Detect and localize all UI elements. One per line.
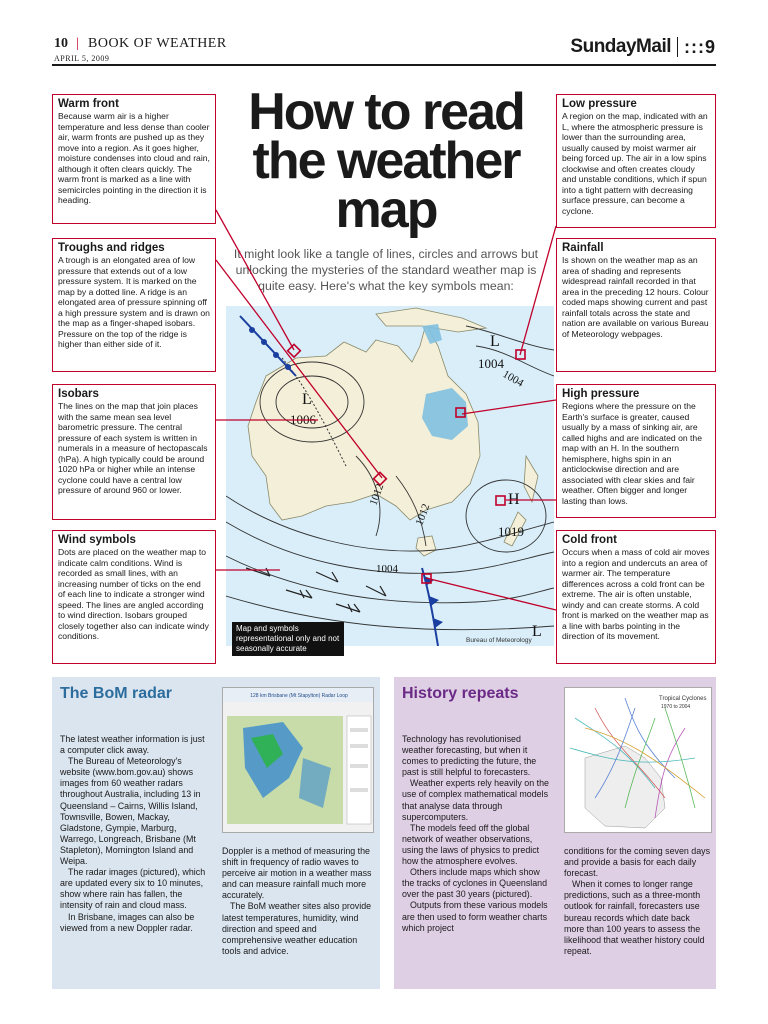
intro-text: It might look like a tangle of lines, circles and arrows but unlocking the mysteries of the standard weather map is quite easy. Here's what the key symbols mean: <box>233 247 539 293</box>
cyclone-chart-title: Tropical Cyclones <box>659 696 707 702</box>
cold-heading: Cold front <box>562 534 617 546</box>
high-pressure-box <box>556 384 716 518</box>
high-heading: High pressure <box>562 388 640 400</box>
history-para-7: When it comes to longer range predictions, such as a three-month outlook for rainfall, forecasters use bureau records which date back more than 100 years to assess the likelihood that weather history could repeat. <box>564 879 705 956</box>
radar-title: 128 km Brisbane (Mt Stapylton) Radar Loop <box>250 693 348 699</box>
isobars-heading: Isobars <box>58 388 99 400</box>
troughs-box <box>52 238 216 372</box>
high-pressure-label: H <box>508 491 520 508</box>
isobar-label-b: 1004 <box>376 563 398 575</box>
channel-nine-logo: :::9 <box>684 36 716 57</box>
low-pressure-label-1: L <box>490 333 500 350</box>
low-pressure-value-1: 1004 <box>478 356 504 371</box>
bom-para-3: The radar images (pictured), which are updated every six to 10 minutes, show where rain has fallen, the intensity of rain and cloud mass. <box>60 867 206 911</box>
history-para-2: Weather experts rely heavily on the use of complex mathematical models that analyse data through supercomputers. <box>402 778 549 822</box>
high-text: Regions where the pressure on the Earth's surface is greater, caused usually by a mass of sinking air, are called highs and are indicated on the map with an H. In the southern hemisphere, highs spin in an anticlockwise direction and are associated with clear skies and fair weather. Often bigger and longer lasting than lows. <box>562 401 702 506</box>
cold-text: Occurs when a mass of cold air moves into a region and undercuts an area of warmer air. The temperature differences across a cold front can be extreme. The air is often unstable, windy and can create storms. A cold front is marked on the weather map as a line with barbs pointing in the direction of its movement. <box>562 547 710 641</box>
isobar-label-c: 1012 <box>413 502 433 528</box>
high-pressure-value: 1019 <box>498 524 524 539</box>
bom-para-6: The BoM weather sites also provide latest temperatures, humidity, wind direction and speed and comprehensive weather education tools and advice. <box>222 901 372 956</box>
warm-front-box <box>52 94 216 224</box>
paper-logo: SundayMail <box>570 36 671 57</box>
isobars-text: The lines on the map that join places with the same mean sea level barometric pressure. The central pressure of each system is written in numerals in a measure of hectopascals (hPa). A high typically could be around 1020 hPa or higher while an intense cyclone could have a central low pressure of around 960 or lower. <box>58 401 208 495</box>
history-para-3: The models feed off the global network of weather observations, using the laws of physics to predict how the atmosphere evolves. <box>402 822 540 867</box>
bom-heading: The BoM radar <box>60 685 173 702</box>
history-para-1: Technology has revolutionised weather forecasting, but when it comes to predicting the future, the past is still helpful to forecasters. <box>402 734 537 778</box>
cyclone-chart-range: 1970 to 2004 <box>661 704 691 710</box>
rainfall-box <box>556 238 716 372</box>
low-pressure-box <box>556 94 716 228</box>
troughs-heading: Troughs and ridges <box>58 242 165 254</box>
warm-front-heading: Warm front <box>58 98 119 110</box>
wind-symbols-box <box>52 530 216 664</box>
map-caption: Map and symbols representational only and not seasonally accurate <box>232 622 344 656</box>
low-pressure-value-2: 1006 <box>290 412 316 427</box>
bom-para-1: The latest weather information is just a computer click away. <box>60 734 205 756</box>
header-separator: | <box>76 36 79 51</box>
isobars-box <box>52 384 216 520</box>
rainfall-text: Is shown on the weather map as an area of shading and represents widespread rainfall recorded in that area in the preceding 12 hours. Colour coded maps showing current and past rainfall totals across the state and nation are available on various Bureau of Meteorology webpages. <box>562 255 709 339</box>
isobar-label-d: 1004 <box>500 368 526 390</box>
wind-heading: Wind symbols <box>58 534 136 546</box>
history-para-6: conditions for the coming seven days and provide a basis for each daily forecast. <box>564 846 711 879</box>
wind-text: Dots are placed on the weather map to indicate calm conditions. Wind is recorded as small lines, with an increasing number of ticks on the end of each line to indicate a stronger wind speed. The lines are angled according to wind direction. Isobars grouped closely together also can indicate windy conditions. <box>58 547 209 641</box>
warm-front-text: Because warm air is a higher temperature and less dense than cooler air, warm fronts are pushed up as they move into a region. As it goes higher, moisture condenses into cloud and rain, although it often clears quickly. The warm front is marked as a line with semicircles pointing in the direction it is heading. <box>58 111 210 205</box>
rainfall-heading: Rainfall <box>562 242 604 254</box>
section-name: BOOK OF WEATHER <box>88 36 227 51</box>
bom-para-5: Doppler is a method of measuring the shift in frequency of radio waves to perceive air motion in a weather mass and can measure rainfall much more accurately. <box>222 846 372 901</box>
history-para-4: Others include maps which show the tracks of cyclones in Queensland over the past 30 years (pictured). <box>402 867 548 900</box>
bom-para-2: The Bureau of Meteorology's website (www.bom.gov.au) shows images from 60 weather radars throughout Australia, including 13 in Queensland – Cairns, Willis Island, Townsville, Bowen, Mackay, Gladstone, Gympie, Marburg, Warrego, Longreach, Brisbane (Mt Stapleton), Mornington Island and Weipa. <box>60 756 201 867</box>
history-para-5: Outputs from these various models are then used to form weather charts which project <box>402 900 548 933</box>
low-pressure-label-3: L <box>532 623 542 640</box>
bom-para-4: In Brisbane, images can also be viewed from a new Doppler radar. <box>60 911 195 933</box>
troughs-text: A trough is an elongated area of low pressure that extends out of a low pressure system. It is marked on the map by a dotted line. A ridge is an elongated area of pressure spinning off a high pressure system and is drawn on the map as a finger-shaped isobars. Pressure on the top of the ridge is higher than either side of it. <box>58 255 210 349</box>
page-title: How to read the weather map <box>248 83 524 239</box>
low-text: A region on the map, indicated with an L, where the atmospheric pressure is lower than the surrounding area, usually caused by moist warmer air being forced up. The air in a low spins clockwise and often creates cloudy and unstable conditions, which if spun into a tight pattern with decreasing surface pressure, can become a cyclone. <box>562 111 708 216</box>
low-pressure-label-2: L <box>302 391 312 408</box>
map-credit: Bureau of Meteorology <box>466 637 532 644</box>
issue-date: APRIL 5, 2009 <box>54 54 110 63</box>
page-number: 10 <box>54 36 68 51</box>
cold-front-box <box>556 530 716 664</box>
low-heading: Low pressure <box>562 98 637 110</box>
history-heading: History repeats <box>402 685 519 702</box>
isobar-label-a: 1012 <box>367 482 387 508</box>
